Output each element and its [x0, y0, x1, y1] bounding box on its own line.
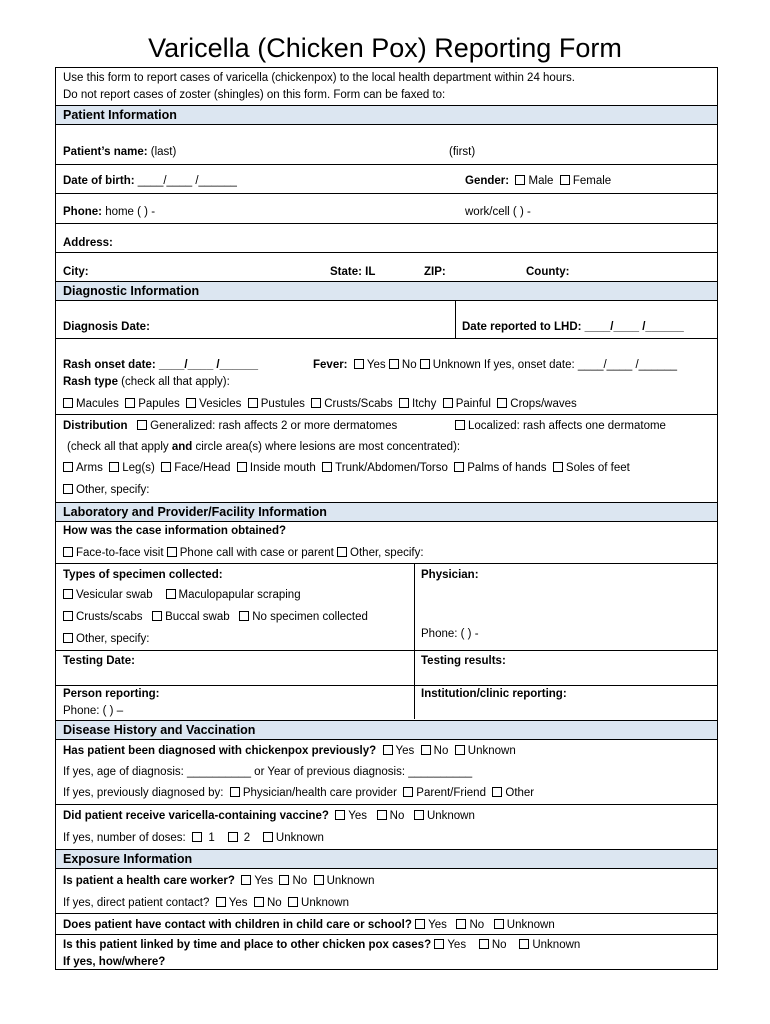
dose-1-label: 1 — [208, 832, 215, 844]
hcw-yes-label: Yes — [254, 875, 274, 887]
hcw-yes-checkbox[interactable] — [241, 875, 251, 885]
physician-label: Physician/health care provider — [242, 787, 397, 799]
linked-cases-question — [63, 938, 580, 952]
vaccine-question — [63, 809, 475, 823]
female-checkbox[interactable] — [560, 175, 570, 185]
prev-diagnosed-by — [63, 786, 534, 800]
hcw-label: Is patient a health care worker? — [63, 875, 235, 887]
crusts-specimen-label: Crusts/scabs — [76, 611, 143, 623]
vesicles-checkbox[interactable] — [186, 398, 196, 408]
trunk-checkbox[interactable] — [322, 462, 332, 472]
prev-other-checkbox[interactable] — [492, 787, 502, 797]
section-disease-history: Disease History and Vaccination — [56, 720, 717, 740]
phone-call-label: Phone call with case or parent — [179, 547, 334, 559]
divider — [56, 563, 717, 564]
legs-label: Leg(s) — [122, 462, 155, 474]
painful-checkbox[interactable] — [443, 398, 453, 408]
vaccine-no-label: No — [389, 810, 405, 822]
fever-no-label: No — [401, 359, 417, 371]
phone-label: Phone: — [63, 206, 102, 218]
city-field[interactable]: City: — [63, 266, 89, 278]
face-to-face-label: Face-to-face visit — [76, 547, 164, 559]
prev-yes-label: Yes — [395, 745, 415, 757]
distribution-row — [63, 419, 397, 433]
children-contact-label: Does patient have contact with children in child care or school? — [63, 919, 412, 931]
section-laboratory: Laboratory and Provider/Facility Information — [56, 502, 717, 522]
divider — [56, 338, 717, 339]
how-obtained-options — [63, 546, 424, 560]
address-field[interactable]: Address: — [63, 237, 113, 249]
vaccine-unknown-checkbox[interactable] — [414, 810, 424, 820]
prev-diagnosis-question — [63, 744, 516, 758]
dob-field[interactable] — [63, 174, 237, 188]
section-diagnostic-information: Diagnostic Information — [56, 281, 717, 301]
dose-2-checkbox[interactable] — [228, 832, 238, 842]
intro-line-2: Do not report cases of zoster (shingles) on this form. Form can be faxed to: — [63, 89, 446, 101]
form-title: Varicella (Chicken Pox) Reporting Form — [148, 33, 622, 63]
physician-field[interactable]: Physician: — [421, 569, 479, 581]
soles-checkbox[interactable] — [553, 462, 563, 472]
prev-unknown-checkbox[interactable] — [455, 745, 465, 755]
dose-unknown-checkbox[interactable] — [263, 832, 273, 842]
inside-mouth-label: Inside mouth — [249, 462, 316, 474]
prev-diagnosis-label: Has patient been diagnosed with chickenpox previously? — [63, 745, 377, 757]
prev-yes-checkbox[interactable] — [383, 745, 393, 755]
hcw-no-label: No — [292, 875, 308, 887]
divider — [56, 164, 717, 165]
vesicles-label: Vesicles — [199, 398, 242, 410]
last-name-label: (last) — [150, 146, 177, 158]
direct-yes-label: Yes — [228, 897, 248, 909]
physician-checkbox[interactable] — [230, 787, 240, 797]
dose-2-label: 2 — [243, 832, 251, 844]
papules-label: Papules — [138, 398, 180, 410]
other-area-checkbox[interactable] — [63, 484, 73, 494]
prev-by-label: If yes, previously diagnosed by: — [63, 787, 224, 799]
divider — [56, 193, 717, 194]
phone-call-checkbox[interactable] — [167, 547, 177, 557]
phone-home: home ( ) - — [105, 206, 156, 218]
fever-no-checkbox[interactable] — [389, 359, 399, 369]
divider — [56, 223, 717, 224]
specimen-other — [63, 632, 150, 646]
crusts-scabs-label: Crusts/Scabs — [324, 398, 393, 410]
dose-1-checkbox[interactable] — [192, 832, 202, 842]
intro-line-1: Use this form to report cases of varicella (chickenpox) to the local health department within 24 hours. — [63, 72, 575, 84]
specimen-other-checkbox[interactable] — [63, 633, 73, 643]
fever-yes-label: Yes — [366, 359, 386, 371]
fever-unknown-label: Unknown If yes, onset date: ____/____ /______ — [432, 359, 678, 371]
male-checkbox[interactable] — [515, 175, 525, 185]
divider — [56, 650, 717, 651]
vaccine-label: Did patient receive varicella-containing vaccine? — [63, 810, 329, 822]
linked-unknown-checkbox[interactable] — [519, 939, 529, 949]
rash-onset-field[interactable]: Rash onset date: ____/____ /______ — [63, 359, 258, 371]
palms-checkbox[interactable] — [454, 462, 464, 472]
zip-field[interactable]: ZIP: — [424, 266, 446, 278]
soles-label: Soles of feet — [565, 462, 630, 474]
hcw-unknown-label: Unknown — [326, 875, 375, 887]
reporting-form — [55, 67, 718, 970]
direct-yes-checkbox[interactable] — [216, 897, 226, 907]
county-field[interactable]: County: — [526, 266, 570, 278]
direct-contact-label: If yes, direct patient contact? — [63, 897, 210, 909]
macules-checkbox[interactable] — [63, 398, 73, 408]
distribution-note — [67, 440, 460, 454]
inside-mouth-checkbox[interactable] — [237, 462, 247, 472]
linked-no-label: No — [491, 939, 507, 951]
vaccine-unknown-label: Unknown — [426, 810, 475, 822]
rash-type-options — [63, 397, 577, 411]
painful-label: Painful — [455, 398, 491, 410]
direct-no-checkbox[interactable] — [254, 897, 264, 907]
divider — [56, 685, 717, 686]
itchy-checkbox[interactable] — [399, 398, 409, 408]
dob-blank: ____/____ /______ — [137, 175, 237, 187]
linked-yes-checkbox[interactable] — [434, 939, 444, 949]
specimen-label: Types of specimen collected: — [63, 569, 223, 581]
doses-row — [63, 831, 324, 845]
localized-option — [455, 419, 666, 433]
macules-label: Macules — [76, 398, 119, 410]
maculopapular-label: Maculopapular scraping — [178, 589, 301, 601]
papules-checkbox[interactable] — [125, 398, 135, 408]
hcw-no-checkbox[interactable] — [279, 875, 289, 885]
note-part-a: (check all that apply — [67, 441, 169, 453]
physician-phone-field[interactable]: Phone: ( ) - — [421, 628, 479, 640]
fever-label: Fever: — [313, 359, 348, 371]
specimen-row-1 — [63, 588, 301, 602]
state-field[interactable]: State: IL — [330, 266, 376, 278]
distribution-other — [63, 483, 150, 497]
arms-checkbox[interactable] — [63, 462, 73, 472]
person-phone-field[interactable]: Phone: ( ) – — [63, 705, 124, 717]
face-to-face-checkbox[interactable] — [63, 547, 73, 557]
dob-label: Date of birth: — [63, 175, 135, 187]
fever-field — [313, 358, 677, 372]
female-label: Female — [572, 175, 612, 187]
how-obtained-question: How was the case information obtained? — [63, 525, 287, 537]
divider — [56, 804, 717, 805]
crusts-specimen-checkbox[interactable] — [63, 611, 73, 621]
face-head-label: Face/Head — [174, 462, 231, 474]
divider — [455, 300, 456, 338]
pustules-checkbox[interactable] — [248, 398, 258, 408]
rash-type-label: Rash type — [63, 376, 118, 388]
prev-other-label: Other — [505, 787, 535, 799]
trunk-label: Trunk/Abdomen/Torso — [335, 462, 448, 474]
fever-yes-checkbox[interactable] — [354, 359, 364, 369]
prev-no-checkbox[interactable] — [421, 745, 431, 755]
palms-label: Palms of hands — [467, 462, 547, 474]
rash-type-heading — [63, 375, 230, 389]
testing-date-field[interactable]: Testing Date: — [63, 655, 135, 667]
generalized-label: Generalized: rash affects 2 or more dermatomes — [150, 420, 398, 432]
pustules-label: Pustules — [260, 398, 305, 410]
buccal-swab-checkbox[interactable] — [152, 611, 162, 621]
note-part-b: circle area(s) where lesions are most concentrated): — [195, 441, 461, 453]
vaccine-no-checkbox[interactable] — [377, 810, 387, 820]
divider — [56, 414, 717, 415]
first-name-label[interactable]: (first) — [449, 146, 476, 158]
how-where-field[interactable]: If yes, how/where? — [63, 956, 166, 968]
specimen-row-2 — [63, 610, 368, 624]
legs-checkbox[interactable] — [109, 462, 119, 472]
localized-label: Localized: rash affects one dermatome — [468, 420, 666, 432]
gender-label: Gender: — [465, 175, 510, 187]
children-no-label: No — [469, 919, 485, 931]
specimen-other-label: Other, specify: — [76, 633, 150, 645]
vaccine-yes-checkbox[interactable] — [335, 810, 345, 820]
vesicular-swab-label: Vesicular swab — [76, 589, 153, 601]
section-exposure: Exposure Information — [56, 849, 717, 869]
divider — [56, 913, 717, 914]
children-no-checkbox[interactable] — [456, 919, 466, 929]
children-yes-label: Yes — [428, 919, 447, 931]
no-specimen-label: No specimen collected — [252, 611, 368, 623]
person-reporting-field[interactable]: Person reporting: — [63, 688, 160, 700]
divider — [56, 252, 717, 253]
patient-name-field[interactable] — [63, 145, 176, 159]
hcw-question — [63, 874, 375, 888]
crops-waves-checkbox[interactable] — [497, 398, 507, 408]
date-reported-field[interactable]: Date reported to LHD: ____/____ /______ — [462, 321, 684, 333]
male-label: Male — [528, 175, 554, 187]
rash-type-note: (check all that apply): — [121, 376, 230, 388]
direct-unknown-label: Unknown — [301, 897, 349, 909]
other-area-label: Other, specify: — [76, 484, 150, 496]
face-head-checkbox[interactable] — [161, 462, 171, 472]
parent-friend-checkbox[interactable] — [403, 787, 413, 797]
patient-name-label: Patient’s name: — [63, 146, 148, 158]
diagnosis-date-field[interactable]: Diagnosis Date: — [63, 321, 150, 333]
hcw-unknown-checkbox[interactable] — [314, 875, 324, 885]
phone-home-field[interactable] — [63, 205, 155, 219]
linked-yes-label: Yes — [447, 939, 467, 951]
distribution-label: Distribution — [63, 420, 128, 432]
maculopapular-checkbox[interactable] — [166, 589, 176, 599]
body-area-options — [63, 461, 630, 475]
obtained-other-checkbox[interactable] — [337, 547, 347, 557]
buccal-swab-label: Buccal swab — [165, 611, 230, 623]
linked-unknown-label: Unknown — [532, 939, 581, 951]
gender-field — [465, 174, 611, 188]
obtained-other-label: Other, specify: — [350, 547, 424, 559]
linked-cases-label: Is this patient linked by time and place to other chicken pox cases? — [63, 939, 432, 951]
section-patient-information: Patient Information — [56, 105, 717, 125]
children-unknown-checkbox[interactable] — [494, 919, 504, 929]
no-specimen-checkbox[interactable] — [239, 611, 249, 621]
note-and: and — [171, 441, 193, 453]
prev-no-label: No — [433, 745, 449, 757]
parent-friend-label: Parent/Friend — [416, 787, 486, 799]
linked-no-checkbox[interactable] — [479, 939, 489, 949]
fever-unknown-checkbox[interactable] — [420, 359, 430, 369]
dose-unknown-label: Unknown — [275, 832, 324, 844]
crops-waves-label: Crops/waves — [510, 398, 577, 410]
localized-checkbox[interactable] — [455, 420, 465, 430]
institution-field[interactable]: Institution/clinic reporting: — [421, 688, 567, 700]
phone-work-field[interactable]: work/cell ( ) - — [465, 206, 531, 218]
prev-unknown-label: Unknown — [467, 745, 516, 757]
generalized-checkbox[interactable] — [137, 420, 147, 430]
vaccine-yes-label: Yes — [348, 810, 368, 822]
direct-contact-question — [63, 896, 349, 910]
direct-unknown-checkbox[interactable] — [288, 897, 298, 907]
testing-results-field[interactable]: Testing results: — [421, 655, 506, 667]
children-contact-question — [63, 918, 555, 932]
age-of-diagnosis-field[interactable]: If yes, age of diagnosis: __________ or Year of previous diagnosis: __________ — [63, 766, 473, 778]
arms-label: Arms — [76, 462, 103, 474]
vesicular-swab-checkbox[interactable] — [63, 589, 73, 599]
doses-label: If yes, number of doses: — [63, 832, 186, 844]
itchy-label: Itchy — [412, 398, 437, 410]
children-unknown-label: Unknown — [506, 919, 555, 931]
divider — [414, 563, 415, 719]
crusts-scabs-checkbox[interactable] — [311, 398, 321, 408]
divider — [56, 934, 717, 935]
children-yes-checkbox[interactable] — [415, 919, 425, 929]
direct-no-label: No — [266, 897, 282, 909]
